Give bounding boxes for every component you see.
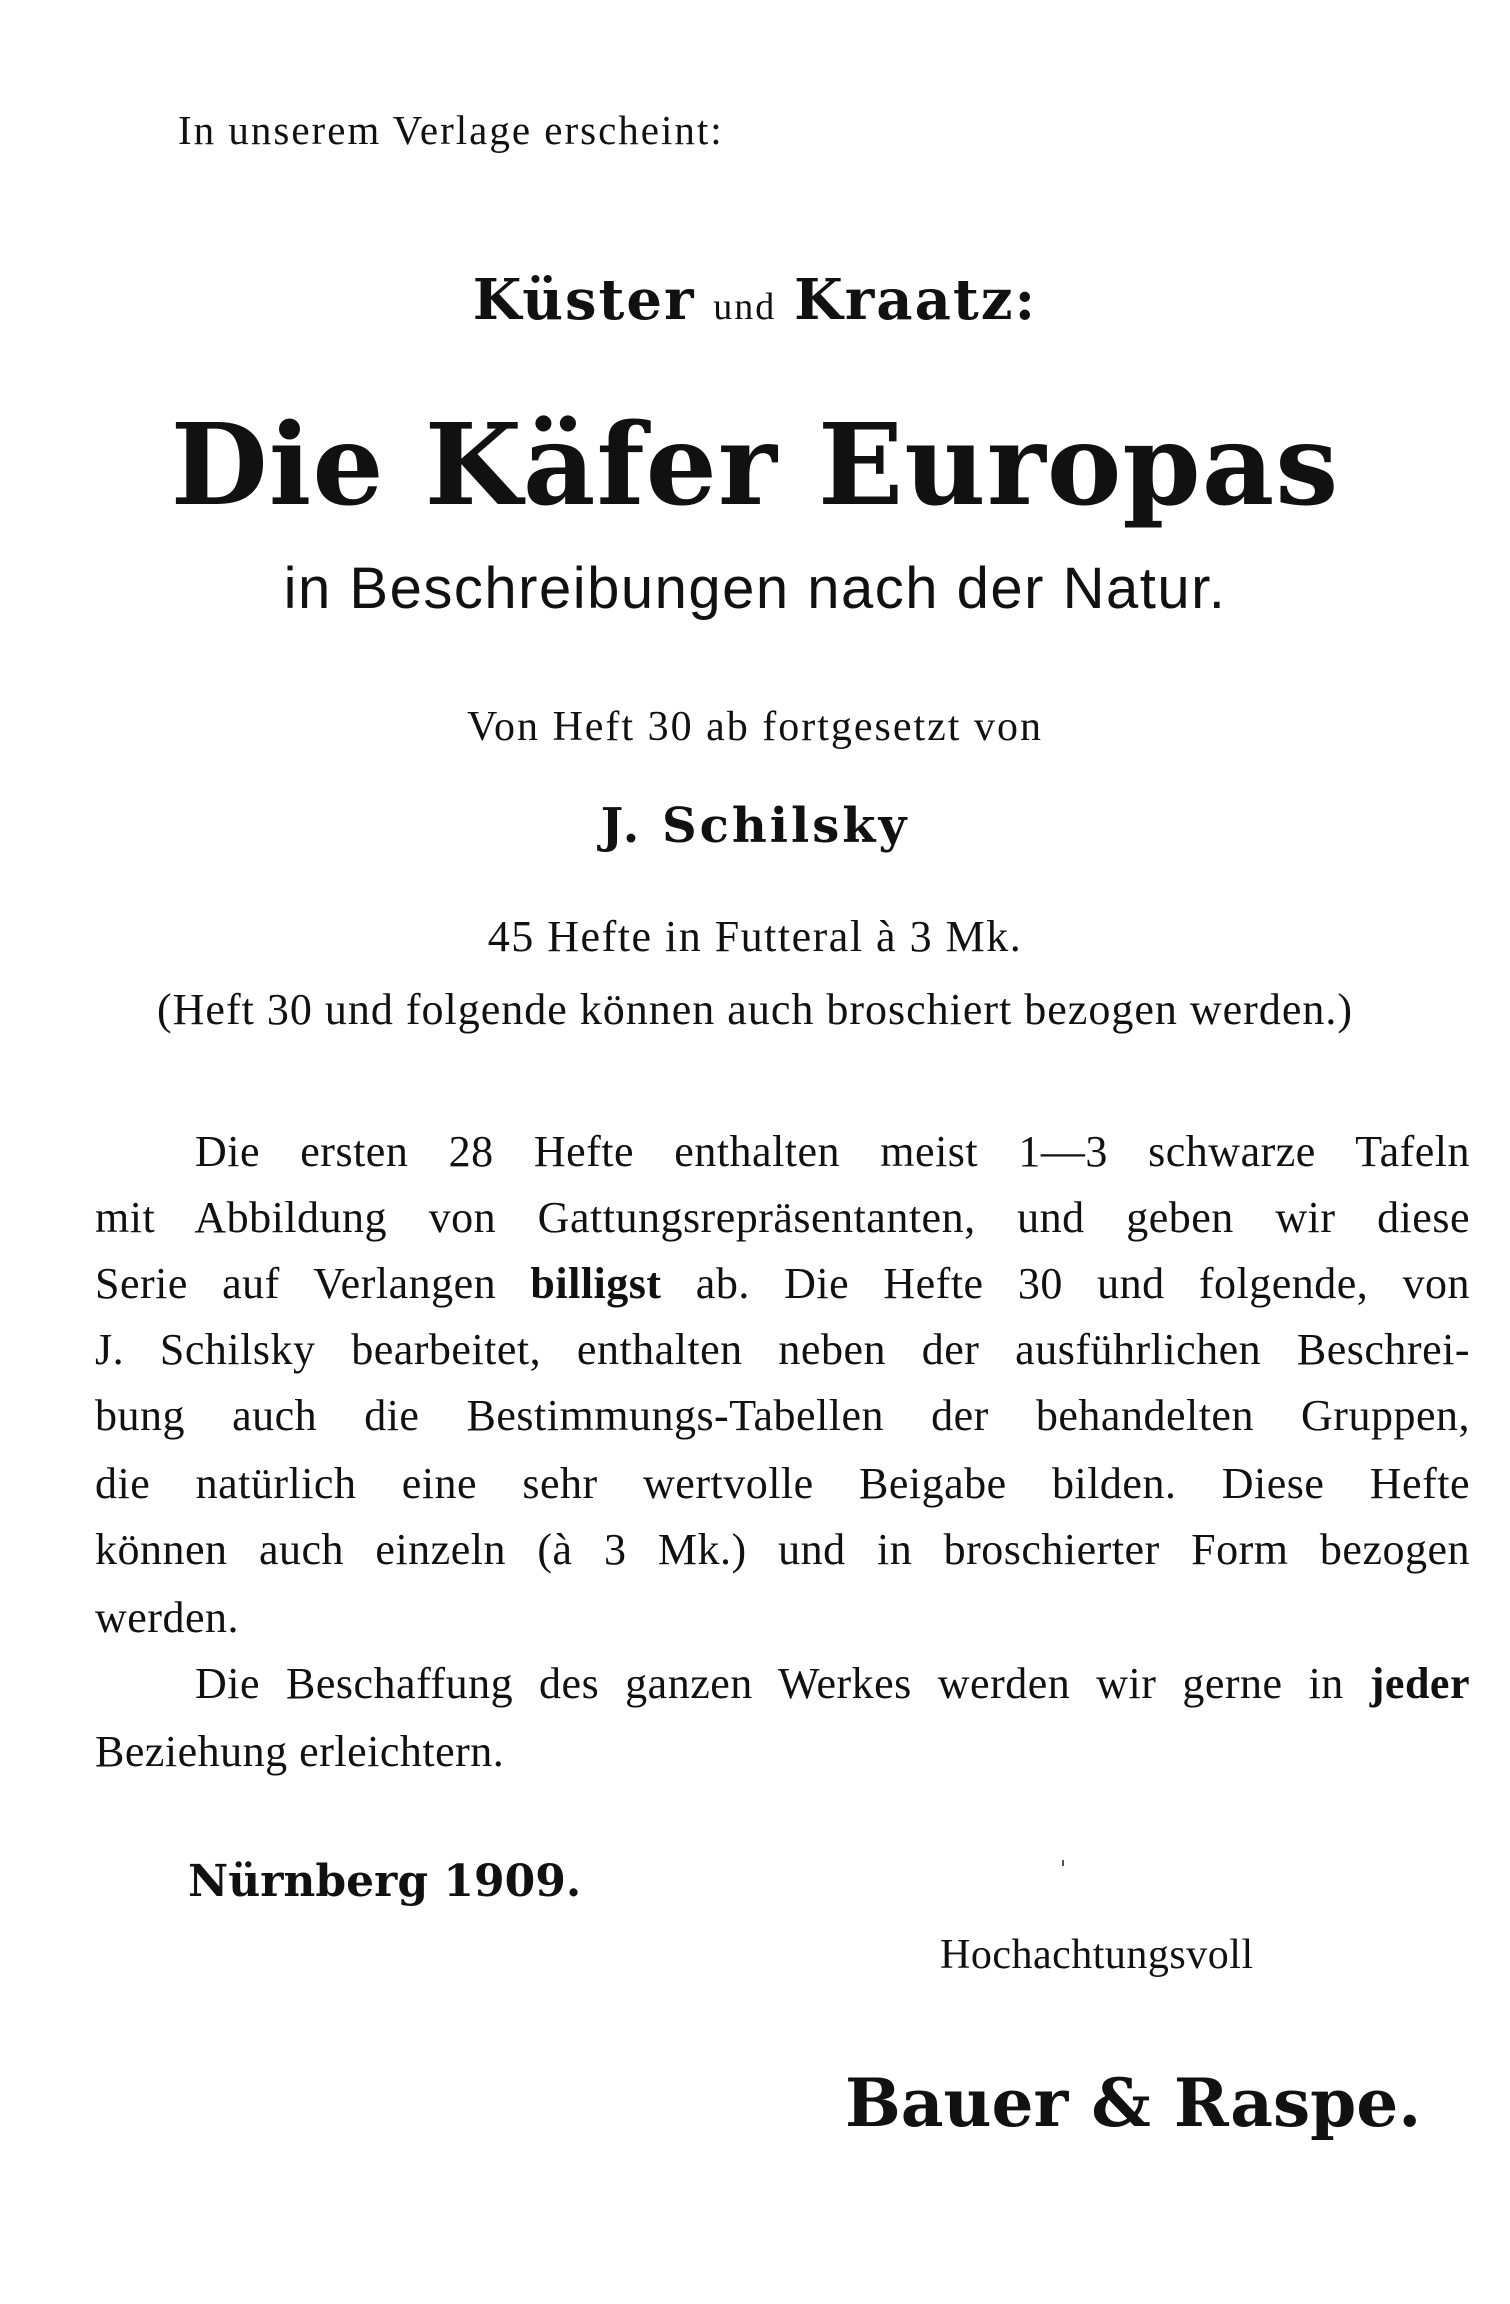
paragraph-line: Die Beschaffung des ganzen Werkes werden wir gerne in jeder xyxy=(195,1659,1470,1708)
paragraph-line: die natürlich eine sehr wertvolle Beigabe bilden. Diese Hefte xyxy=(95,1459,1470,1508)
binding-note: (Heft 30 und folgende können auch broschiert bezogen werden.) xyxy=(156,985,1354,1034)
paragraph-line: Beziehung erleichtern. xyxy=(95,1727,505,1776)
author-second: Kraatz: xyxy=(794,267,1038,333)
continuation-note: Von Heft 30 ab fortgesetzt von xyxy=(467,704,1043,750)
paragraph-line: werden. xyxy=(95,1593,239,1642)
editor-name: J. Schilsky xyxy=(600,798,910,854)
emphasis-jeder: jeder xyxy=(1369,1659,1470,1708)
intro-line: In unserem Verlage erscheint: xyxy=(178,107,724,153)
paragraph-line: J. Schilsky bearbeitet, enthalten neben der ausführlichen Beschrei- xyxy=(95,1325,1470,1374)
paragraph-line: können auch einzeln (à 3 Mk.) und in broschierter Form bezogen xyxy=(95,1525,1470,1574)
closing-salutation: Hochachtungsvoll xyxy=(940,1932,1254,1978)
paragraph-line: Serie auf Verlangen billigst ab. Die Hefte 30 und folgende, von xyxy=(95,1259,1470,1308)
book-subtitle: in Beschreibungen nach der Natur. xyxy=(283,556,1227,621)
paragraph-line: mit Abbildung von Gattungsrepräsentanten, und geben wir diese xyxy=(95,1193,1470,1242)
author-first: Küster xyxy=(472,267,696,333)
paragraph-line: bung auch die Bestimmungs-Tabellen der behandelten Gruppen, xyxy=(95,1391,1470,1440)
publisher-signature: Bauer & Raspe. xyxy=(845,2064,1422,2142)
print-speck xyxy=(1062,1860,1064,1866)
place-date: Nürnberg 1909. xyxy=(188,1856,582,1907)
price-line: 45 Hefte in Futteral à 3 Mk. xyxy=(487,912,1023,961)
author-joiner: und xyxy=(713,286,777,328)
authors-line xyxy=(0,267,1510,333)
paragraph-line: Die ersten 28 Hefte enthalten meist 1—3 schwarze Tafeln xyxy=(195,1127,1470,1176)
emphasis-billigst: billigst xyxy=(530,1259,662,1308)
book-title: Die Käfer Europas xyxy=(170,400,1340,531)
